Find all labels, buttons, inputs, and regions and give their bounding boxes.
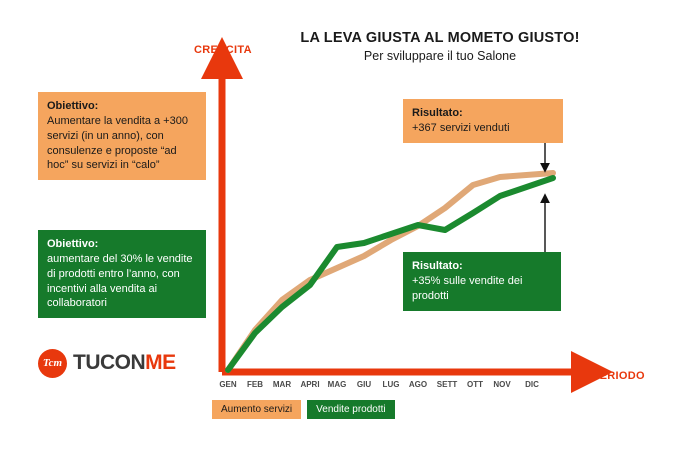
callout-result-products xyxy=(403,252,561,311)
chart-legend xyxy=(212,400,395,419)
callout-result-services xyxy=(403,99,563,143)
callout-objective-services-head: Obiettivo: xyxy=(47,100,99,112)
legend-item-aumento-servizi: Aumento servizi xyxy=(212,400,301,419)
brand-logo xyxy=(38,348,176,378)
callout-objective-products-head: Obiettivo: xyxy=(47,238,99,250)
callout-result-products-head: Risultato: xyxy=(412,260,463,272)
x-tick-7: AGO xyxy=(408,380,428,389)
callout-objective-products-body: aumentare del 30% le vendite di prodotti entro l’anno, con incentivi alla vendita ai collaboratori xyxy=(47,252,193,310)
x-tick-11: DIC xyxy=(525,380,539,389)
page-title: LA LEVA GIUSTA AL MOMETO GIUSTO! xyxy=(300,30,580,46)
logo-word-primary: TUCON xyxy=(73,351,146,374)
x-tick-5: GIU xyxy=(356,380,372,389)
x-tick-6: LUG xyxy=(382,380,400,389)
callout-result-services-body: +367 servizi venduti xyxy=(412,121,510,134)
callout-objective-products xyxy=(38,230,206,318)
x-tick-3: APRI xyxy=(300,380,320,389)
x-tick-2: MAR xyxy=(272,380,292,389)
x-axis-label: PERIODO xyxy=(592,370,645,382)
x-tick-1: FEB xyxy=(247,380,263,389)
logo-wordmark xyxy=(73,351,176,375)
x-tick-10: NOV xyxy=(493,380,511,389)
legend-item-vendite-prodotti: Vendite prodotti xyxy=(307,400,395,419)
x-tick-4: MAG xyxy=(327,380,347,389)
page-subtitle: Per sviluppare il tuo Salone xyxy=(363,49,517,63)
callout-result-products-body: +35% sulle vendite dei prodotti xyxy=(412,274,523,302)
x-tick-0: GEN xyxy=(219,380,237,389)
logo-mark-icon: Tcm xyxy=(38,349,67,378)
callout-objective-services-body: Aumentare la vendita a +300 servizi (in un anno), con consulenze e proposte “ad hoc” su servizi in “calo” xyxy=(47,114,188,172)
x-tick-9: OTT xyxy=(467,380,483,389)
callout-result-services-head: Risultato: xyxy=(412,107,463,119)
x-axis-tick-labels xyxy=(219,380,566,394)
callout-objective-services xyxy=(38,92,206,180)
logo-word-accent: ME xyxy=(145,351,176,374)
y-axis-label: CRESCITA xyxy=(194,44,252,56)
x-tick-8: SETT xyxy=(436,380,458,389)
